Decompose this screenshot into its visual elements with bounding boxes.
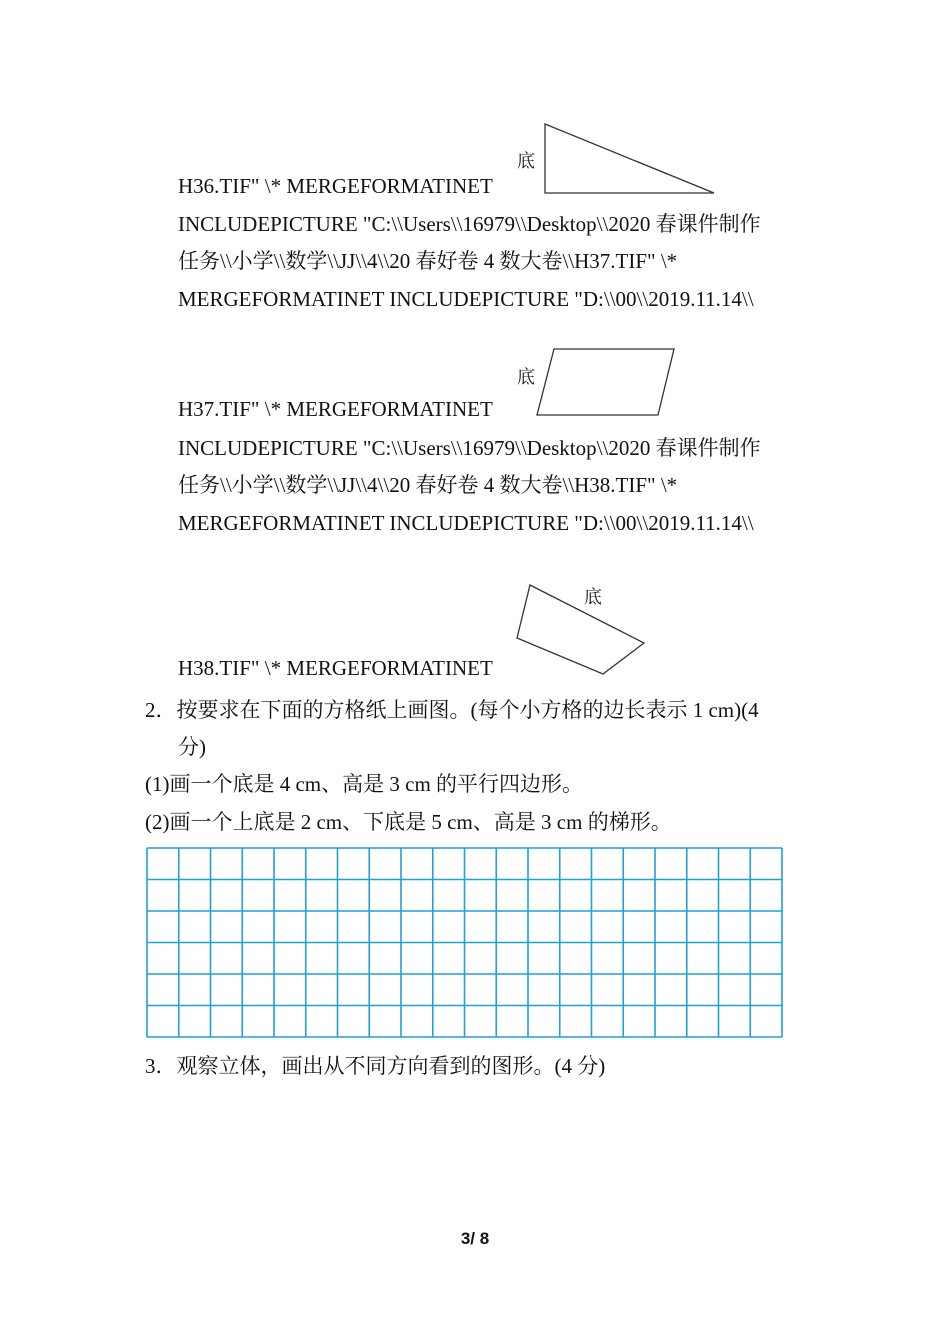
figure-label-base: 底 xyxy=(517,151,535,172)
question-2-sub1: (1)画一个底是 4 cm、高是 3 cm 的平行四边形。 xyxy=(145,772,584,796)
include-text-line: MERGEFORMATINET INCLUDEPICTURE "D:\\00\\2019.11.14\\ xyxy=(178,511,754,535)
triangle-shape xyxy=(545,124,714,193)
include-text-line: INCLUDEPICTURE "C:\\Users\\16979\\Desktop\\2020 春课件制作 xyxy=(178,436,761,460)
figure-caption: H36.TIF" \* MERGEFORMATINET xyxy=(178,174,493,198)
include-text-line: 任务\\小学\\数学\\JJ\\4\\20 春好卷 4 数大卷\\H37.TIF" \* xyxy=(178,249,678,273)
parallelogram-svg xyxy=(510,343,685,423)
parallelogram-figure xyxy=(510,343,685,423)
triangle-svg xyxy=(510,118,725,203)
include-text-line: MERGEFORMATINET INCLUDEPICTURE "D:\\00\\2019.11.14\\ xyxy=(178,287,754,311)
grid-paper xyxy=(146,847,783,1043)
include-text-line: 任务\\小学\\数学\\JJ\\4\\20 春好卷 4 数大卷\\H38.TIF" \* xyxy=(178,473,678,497)
figure-label-base: 底 xyxy=(517,367,535,388)
figure-label-base: 底 xyxy=(584,587,602,608)
question-2-sub2: (2)画一个上底是 2 cm、下底是 5 cm、高是 3 cm 的梯形。 xyxy=(145,810,672,834)
figure-caption: H37.TIF" \* MERGEFORMATINET xyxy=(178,397,493,421)
question-2-text: 2．按要求在下面的方格纸上画图。(每个小方格的边长表示 1 cm)(4 xyxy=(145,698,759,722)
page-number: 3/ 8 xyxy=(460,1229,490,1248)
figure-caption: H38.TIF" \* MERGEFORMATINET xyxy=(178,656,493,680)
triangle-figure xyxy=(510,118,725,203)
include-text-line: INCLUDEPICTURE "C:\\Users\\16979\\Desktop\\2020 春课件制作 xyxy=(178,212,761,236)
grid-svg xyxy=(146,847,783,1038)
trapezoid-shape xyxy=(517,585,644,674)
trapezoid-svg xyxy=(510,580,655,680)
parallelogram-shape xyxy=(537,349,674,415)
question-2-text-cont: 分) xyxy=(178,735,206,759)
trapezoid-figure xyxy=(510,580,655,680)
question-3-text: 3．观察立体，画出从不同方向看到的图形。(4 分) xyxy=(145,1054,606,1078)
